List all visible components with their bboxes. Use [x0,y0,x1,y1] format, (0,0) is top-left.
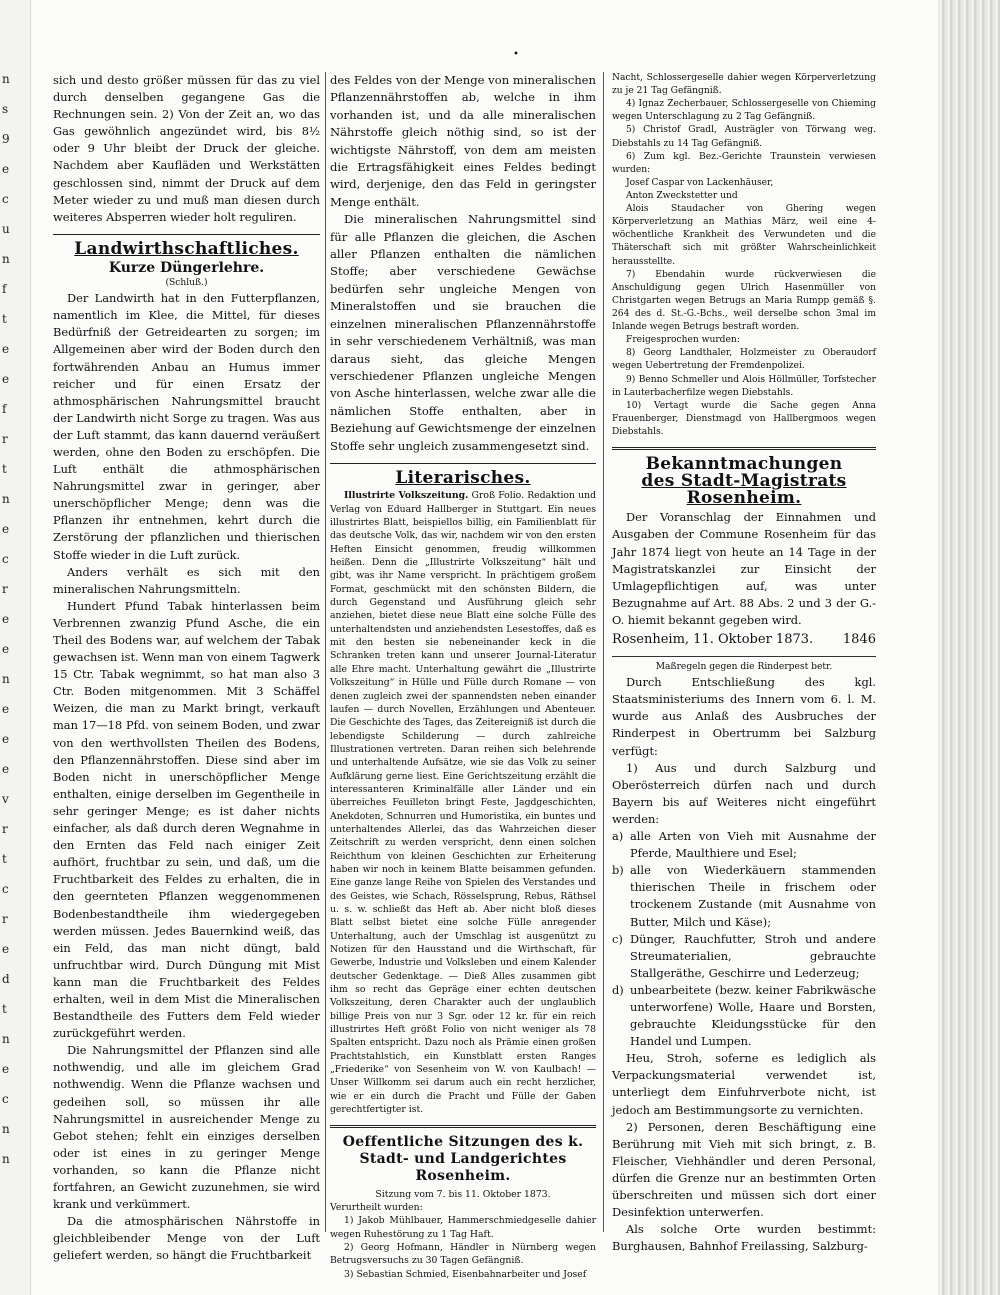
paragraph: Anders verhält es sich mit den mineralischen Nahrungsmitteln. [53,564,320,596]
court-item: 2) Georg Hofmann, Händler in Nürnberg wegen Betrugsversuchs zu 30 Tagen Gefängniß. [330,1242,596,1267]
notice2-point1: 1) Aus und durch Salzburg und Oberösterreich dürfen nach und durch Bayern bis auf Weiteres nicht eingeführt werden: [612,760,876,826]
margin-letter: e [2,1062,10,1076]
divider [53,234,320,235]
notice-number: 1846 [842,632,876,647]
col1-intro: sich und desto größer müssen für das zu viel durch denselben gegangene Gas die Rechnungen sein. 2) Von der Zeit an, wo das Gas gewöhnlich angezündet wird, bis 8½ oder 9 Uhr bleibt der Druck der gleiche. Nachdem aber Kaufläden und Werkstätten geschlossen sind, nimmt der Druck auf dem Meter wieder zu und muß man diesen durch weiteres Absperren wieder holt reguliren. [53,73,320,224]
court-intro: Verurtheilt wurden: [330,1202,423,1214]
right-page-edge [938,0,1000,1295]
margin-letter: n [2,1032,10,1046]
margin-letter: e [2,702,10,716]
column-3 [612,72,876,1255]
margin-letter: c [2,552,9,566]
notice-budget: Der Voranschlag der Einnahmen und Ausgaben der Commune Rosenheim für das Jahr 1874 liegt von heute an 14 Tage in der Magistratskanzlei zur Einsicht der Umlagepflichtigen auf, was unter Bezugnahme auf Art. 88 Abs. 2 und 3 der G.-O. hiemit bekannt gegeben wird. [612,510,876,627]
column-1 [53,72,320,1264]
court-item: Alois Staudacher von Ghering wegen Körperverletzung an Mathias März, weil eine 4-wöchentliche Krankheit des Verwundeten und die Thäterschaft sich mit größter Wahrscheinlichkeit herausstellte. [612,204,876,267]
paragraph: Da die atmosphärischen Nährstoffe in gleichbleibender Menge von der Luft geliefert werden, so hängt die Fruchtbarkeit [53,1214,320,1263]
court-item: 4) Ignaz Zecherbauer, Schlossergeselle von Chieming wegen Unterschlagung zu 2 Tag Gefängniß. [612,99,876,123]
court-item: 1) Jakob Mühlbauer, Hammerschmiedgeselle dahier wegen Ruhestörung zu 1 Tag Haft. [330,1215,596,1240]
margin-letter: n [2,1122,10,1136]
print-dot: • [513,49,519,60]
margin-letter: e [2,372,10,386]
paragraph: Hundert Pfund Tabak hinterlassen beim Verbrennen zwanzig Pfund Asche, die ein Theil des Bodens war, auf welchem der Tabak gewachsen ist. Wenn man von einem Tagwerk 15 Ctr. Tabak wegnimmt, so hat man also 3 Ctr. Boden mitgenommen. Mit 3 Schäffel Weizen, die man zu Markt bringt, verkauft man 17—18 Pfd. von seinem Boden, und zwar von den werthvollsten Theilen des Bodens, den Pflanzennährstoffen. Diese sind aber im Boden nicht in unerschöpflicher Menge enthalten, einige derselben im Gegentheile in sehr geringer Menge; es ist daher nichts einfacher, als daß durch deren Wegnahme in den Ernten das Feld nach einiger Zeit aufhört, fruchtbar zu sein, und daß, um die Fruchtbarkeit des Feldes zu erhalten, die in den geernteten Pflanzen weggenommenen Bodenbestandtheile ihm wiedergegeben werden müssen. Jedes Bauernkind weiß, das ein Feld, das man nicht düngt, bald unfruchtbar wird. Durch Düngung mit Mist kann man die Fruchtbarkeit des Feldes erhalten, weil in dem Mist die Mineralischen Bestandtheile des Futters dem Feld wieder zurückgeführt werden. [53,598,320,1041]
court-item: Anton Zweckstetter und [626,190,738,201]
notice2-intro: Durch Entschließung des kgl. Staatsministeriums des Innern vom 6. l. M. wurde aus Anlaß des Ausbruches der Rinderpest in Obertrumm bei Salzburg verfügt: [612,675,876,758]
margin-letter: c [2,882,9,896]
margin-letter: n [2,1152,10,1166]
left-page-edge [0,0,31,1295]
margin-letter: f [2,402,7,416]
paragraph: Die Nahrungsmittel der Pflanzen sind alle nothwendig, und alle im gleichem Grad nothwendig. Wenn die Pflanze wachsen und gedeihen soll, so müssen ihr alle Nahrungsmittel in ausreichender Menge zu Gebot stehen; fehlt ein einziges derselben oder ist eines in zu geringer Menge vorhanden, so kann die Pflanze nicht fortfahren, an Gewicht zuzunehmen, sie wird krank und verkümmert. [53,1043,320,1212]
margin-letter: n [2,252,10,266]
section-heading-literarisches: Literarisches. [395,467,531,488]
divider [330,463,596,464]
court-item: Freigesprochen wurden: [626,335,740,346]
margin-letter: e [2,162,10,176]
margin-letter: r [2,822,8,836]
notice2-hay: Heu, Stroh, soferne es lediglich als Verpackungsmaterial verwendet ist, unterliegt dem Einfuhrverbote nicht, ist jedoch am Bestimmungsorte zu vernichten. [612,1051,876,1117]
margin-letter: t [2,312,7,326]
margin-letter: e [2,522,10,536]
margin-letter: e [2,342,10,356]
list-item: b) alle von Wiederkäuern stammenden thierischen Theile in frischem oder trockenem Zustande (mit Ausnahme von Butter, Milch und Käse); [612,863,876,929]
court-item: 5) Christof Gradl, Austrägler von Törwang weg. Diebstahls zu 14 Tag Gefängniß. [612,125,876,149]
court-heading: Oeffentliche Sitzungen des k. Stadt- und Landgerichtes Rosenheim. [342,1133,584,1185]
margin-letter: d [2,972,10,986]
court-item: Nacht, Schlossergeselle dahier wegen Körperverletzung zu je 21 Tag Gefängniß. [612,73,876,97]
divider [612,447,876,450]
margin-letter: e [2,642,10,656]
margin-letter: n [2,72,10,86]
article-note: (Schluß.) [165,278,208,289]
paragraph: Die mineralischen Nahrungsmittel sind für alle Pflanzen die gleichen, die Aschen aller Pflanzen enthalten die nämlichen Stoffe; aber verschiedene Gewächse bedürfen sehr ungleiche Mengen von Mineralstoffen und sie brauchen die einzelnen mineralischen Pflanzennährstoffe in sehr verschiedenem Verhältniß, was man daraus sieht, das gleiche Mengen verschiedener Pflanzen ungleiche Mengen von Asche hinterlassen, welche zwar alle die nämlichen Stoffe enthalten, aber in Beziehung auf Gewichtsmenge der einzelnen Stoffe sehr ungleich zusammengesetzt sind. [330,212,596,453]
court-item: Josef Caspar von Lackenhäuser, [626,177,774,188]
court-item: 3) Sebastian Schmied, Eisenbahnarbeiter und Josef [344,1268,587,1280]
margin-letter: v [2,792,9,806]
lit-lead: Illustrirte Volkszeitung. [344,490,469,502]
court-item: 10) Vertagt wurde die Sache gegen Anna Frauenberger, Dienstmagd von Hallbergmoos wegen Diebstahls. [612,400,876,437]
section-heading-landwirthschaft: Landwirthschaftliches. [74,238,299,259]
court-item: 6) Zum kgl. Bez.-Gerichte Traunstein verwiesen wurden: [612,151,876,175]
margin-letter: r [2,582,8,596]
column-rule-2 [603,72,604,1232]
court-item: 9) Benno Schmeller und Alois Höllmüller, Torfstecher in Lauterbacherfilze wegen Diebstahls. [612,374,876,398]
court-item: 8) Georg Landthaler, Holzmeister zu Oberaudorf wegen Uebertretung der Fremdenpolizei. [612,348,876,372]
margin-letter: c [2,192,9,206]
court-dates: Sitzung vom 7. bis 11. Oktober 1873. [375,1188,551,1200]
list-item: c) Dünger, Rauchfutter, Stroh und andere Streumaterialien, gebrauchte Stallgeräthe, Geschirre und Lederzeug; [612,931,876,980]
margin-letter: u [2,222,10,236]
notices-heading-sub: des Stadt-Magistrats Rosenheim. [641,471,847,509]
margin-letter: 9 [2,132,10,146]
margin-letter: t [2,1002,7,1016]
prohibited-items-list [612,828,876,1050]
article-title: Kurze Düngerlehre. [108,259,265,276]
margin-letter: t [2,852,7,866]
margin-letter: n [2,492,10,506]
notice-place-date: Rosenheim, 11. Oktober 1873. [612,632,814,647]
column-rule-1 [325,72,326,1232]
lit-text: Groß Folio. Redaktion und Verlag von Eduard Hallberger in Stuttgart. Ein neues illustrirtes Blatt, beispiellos billig, ein Familienblatt für das deutsche Volk, das wir, nachdem wir von den ersten Heften Einsicht genommen, freudig willkommen heißen. Denn die „Illustrirte Volkszeitung“ hält und gibt, was ihr Name verspricht. In prächtigem großem Format, geschmückt mit den schönsten Bildern, die durch Gegenstand und Ausführung gleich sehr anziehen, bietet diese neue Blatt eine solche Fülle des unterhaltendsten und anziehendsten Lesestoffes, daß es mit den besten sie nebeneinander keck in die Schranken treten kann und unserer Journal-Literatur alle Ehre macht. Unterhaltung gewährt die „Illustrirte Volkszeitung“ in Hülle und Fülle durch Romane — von denen zugleich zwei der spannendsten neben einander laufen — durch Novellen, Erzählungen und Abenteuer. Die Geschichte des Tages, das Zeitereigniß ist durch die lebendigste Schilderung — durch zahlreiche Illustrationen vertreten. Daran reihen sich belehrende und unterhaltende Aufsätze, wie sie das Volk zu seiner Aufklärung gerne liest. Eine Gerichtszeitung erzählt die interessanteren Kriminalfälle aller Länder und ein überreiches Feuilleton bringt Feste, Jagdgeschichten, Anekdoten, Schnurren und Humoristika, ein buntes und unterhaltendes Allerlei, das das Wahrzeichen dieser Zeitschrift zu werden verspricht, denn einen solchen Reichthum von kleinen Geschichten zur Erheiterung haben wir noch in keinem Blatte beisammen gefunden. Eine ganze lange Reihe von Spielen des Verstandes und des Geistes, wie Schach, Rösselsprung, Rebus, Räthsel u. s. w. schließt das Heft ab. Aber nicht bloß dieses Blatt selbst bietet eine solche Fülle anregender Unterhaltung, auch der Umschlag ist ausgenützt zu Notizen für den Hausstand und die Wirthschaft, für Gewerbe, Industrie und Volksleben und einem Kalender deutscher Gedenktage. — Dieß Alles zusammen gibt ihm so recht das Gepräge einer echten deutschen Volkszeitung, deren Charakter auch der unglaublich billige Preis von nur 3 Sgr. oder 12 kr. für ein reich illustrirtes Heft größt Folio von nicht weniger als 78 Spalten entspricht. Dazu noch als Prämie einen großen Prachtstahlstich, ein Kunstblatt ersten Ranges „Friederike“ von Sesenheim von W. von Kaulbach! — Unser Willkomm sei darum auch ein recht herzlicher, wie er ein durch die Pracht und Fülle der Gaben gerechtfertigter ist. [330,490,596,1116]
margin-letter: t [2,462,7,476]
notice2-title: Maßregeln gegen die Rinderpest betr. [612,656,876,674]
col2-intro: des Feldes von der Menge von mineralischen Pflanzennährstoffen ab, welche in ihm vorhanden ist, und da alle mineralischen Nährstoffe gleich nöthig sind, so ist der wichtigste Nährstoff, von dem am meisten die Ertragsfähigkeit eines Feldes bedingt wird, derjenige, den das Feld in geringster Menge enthält. [330,73,596,209]
margin-letter: r [2,912,8,926]
notice2-point2: 2) Personen, deren Beschäftigung eine Berührung mit Vieh mit sich bringt, z. B. Fleischer, Viehhändler und deren Personal, dürfen die Grenze nur an bestimmten Orten überschreiten und müssen sich dort einer Desinfektion unterwerfen. [612,1119,876,1220]
margin-letter: e [2,732,10,746]
margin-letter: e [2,942,10,956]
margin-letter: s [2,102,9,116]
margin-letter: r [2,432,8,446]
margin-letter: n [2,672,10,686]
notice2-point3: Als solche Orte wurden bestimmt: Burghausen, Bahnhof Freilassing, Salzburg- [612,1222,876,1254]
list-item: d) unbearbeitete (bezw. keiner Fabrikwäsche unterworfene) Wolle, Haare und Borsten, gebrauchte Kleidungsstücke für den Handel und Lumpen. [612,982,876,1049]
margin-letter: f [2,282,7,296]
margin-letter: e [2,612,10,626]
margin-letter: c [2,1092,9,1106]
notices-heading: Bekanntmachungen [645,454,843,475]
divider [330,1125,596,1128]
paragraph: Der Landwirth hat in den Futterpflanzen, namentlich im Klee, die Mittel, für dieses Bedürfniß der Getreidearten zu sorgen; im Allgemeinen aber wird der Boden durch den fortwährenden Anbau an Humus immer reicher und für einen Ersatz der athmosphärischen Nahrungsmittel braucht der Landwirth nicht Sorge zu tragen. Was aus der Luft stammt, das kann dauernd veräußert werden, ohne den Boden zu erschöpfen. Die Luft enthält die athmosphärischen Nahrungsmittel zwar in geringer, aber unerschöpflicher Menge; denn was die Pflanzen ihr entnehmen, kehrt durch die Zerstörung der pflanzlichen und thierischen Stoffe wieder in die Luft zurück. [53,291,320,562]
margin-letter: e [2,762,10,776]
column-2 [330,72,596,1281]
list-item: a) alle Arten von Vieh mit Ausnahme der Pferde, Maulthiere und Esel; [612,829,876,861]
court-item: 7) Ebendahin wurde rückverwiesen die Anschuldigung gegen Ulrich Hasenmüller von Christgarten wegen Betrugs an Maria Rumpp gemäß §. 264 des d. St.-G.-Bchs., weil derselbe schon 3mal im Inlande wegen Betrugs bestraft worden. [612,269,876,333]
